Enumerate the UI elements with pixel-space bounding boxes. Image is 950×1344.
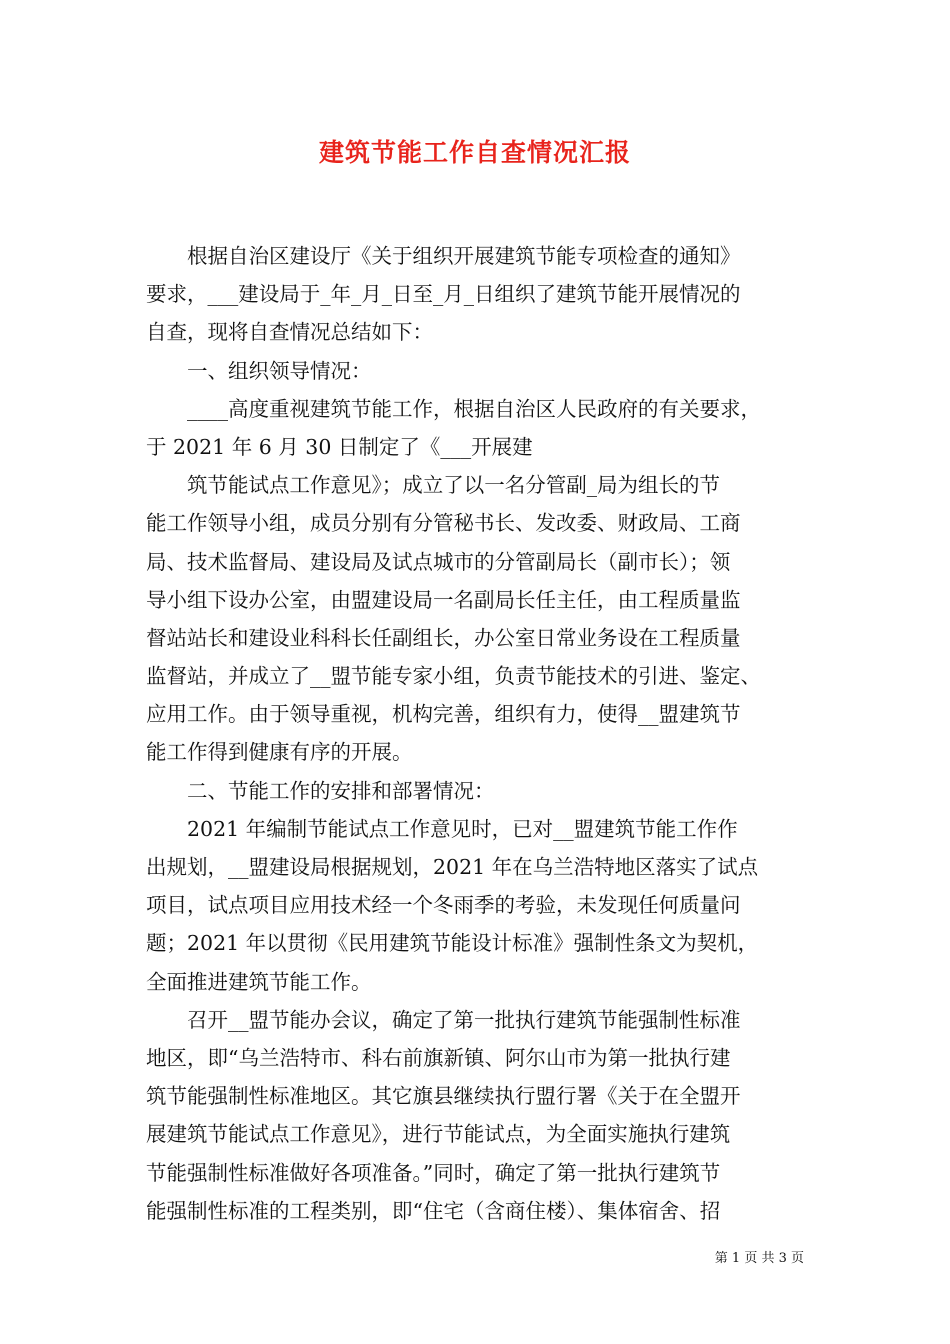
- section-heading: 二、节能工作的安排和部署情况：: [146, 778, 495, 803]
- body-line: 根据自治区建设厅《关于组织开展建筑节能专项检查的通知》: [146, 244, 741, 268]
- body-line: 2021 年编制节能试点工作意见时，已对__盟建筑节能工作作: [146, 816, 738, 841]
- body-line: 能强制性标准的工程类别，即“住宅（含商住楼）、集体宿舍、招: [146, 1198, 721, 1223]
- body-line: 自查，现将自查情况总结如下：: [146, 320, 433, 345]
- body-line: 展建筑节能试点工作意见》，进行节能试点，为全面实施执行建筑: [146, 1122, 731, 1147]
- body-line: 应用工作。由于领导重视，机构完善，组织有力，使得__盟建筑节: [146, 702, 741, 727]
- body-line: 召开__盟节能办会议，确定了第一批执行建筑节能强制性标准: [146, 1007, 741, 1032]
- body-line: 全面推进建筑节能工作。: [146, 969, 372, 994]
- body-line: 督站站长和建设业科科长任副组长，办公室日常业务设在工程质量: [146, 625, 741, 650]
- body-line: 地区，即“乌兰浩特市、科右前旗新镇、阿尔山市为第一批执行建: [146, 1045, 731, 1070]
- section-heading: 一、组织领导情况：: [146, 358, 372, 383]
- body-line: 导小组下设办公室，由盟建设局一名副局长任主任，由工程质量监: [146, 587, 741, 612]
- body-line: ____高度重视建筑节能工作，根据自治区人民政府的有关要求，: [146, 396, 761, 421]
- body-line: 出规划，__盟建设局根据规划，2021 年在乌兰浩特地区落实了试点: [146, 855, 759, 879]
- body-line: 筑节能强制性标准地区。其它旗县继续执行盟行署《关于在全盟开: [146, 1084, 741, 1109]
- body-line: 筑节能试点工作意见》；成立了以一名分管副_局为组长的节: [146, 473, 720, 498]
- document-title: 建筑节能工作自查情况汇报: [318, 138, 631, 167]
- body-line: 能工作得到健康有序的开展。: [146, 740, 413, 765]
- body-line: 项目，试点项目应用技术经一个冬雨季的考验，未发现任何质量问: [146, 893, 741, 918]
- body-line: 能工作领导小组，成员分别有分管秘书长、发改委、财政局、工商: [146, 511, 741, 536]
- body-line: 要求，___建设局于_年_月_日至_月_日组织了建筑节能开展情况的: [146, 282, 741, 307]
- page-number-footer: 第 1 页 共 3 页: [714, 1251, 804, 1266]
- body-line: 节能强制性标准做好各项准备。”同时，确定了第一批执行建筑节: [146, 1160, 721, 1185]
- document-body: [146, 237, 814, 1230]
- body-line: 局、技术监督局、建设局及试点城市的分管副局长（副市长）；领: [146, 549, 731, 574]
- body-line: 监督站，并成立了__盟节能专家小组，负责节能技术的引进、鉴定、: [146, 664, 761, 689]
- body-line: 于 2021 年 6 月 30 日制定了《___开展建: [146, 434, 533, 459]
- body-line: 题；2021 年以贯彻《民用建筑节能设计标准》强制性条文为契机，: [146, 931, 759, 956]
